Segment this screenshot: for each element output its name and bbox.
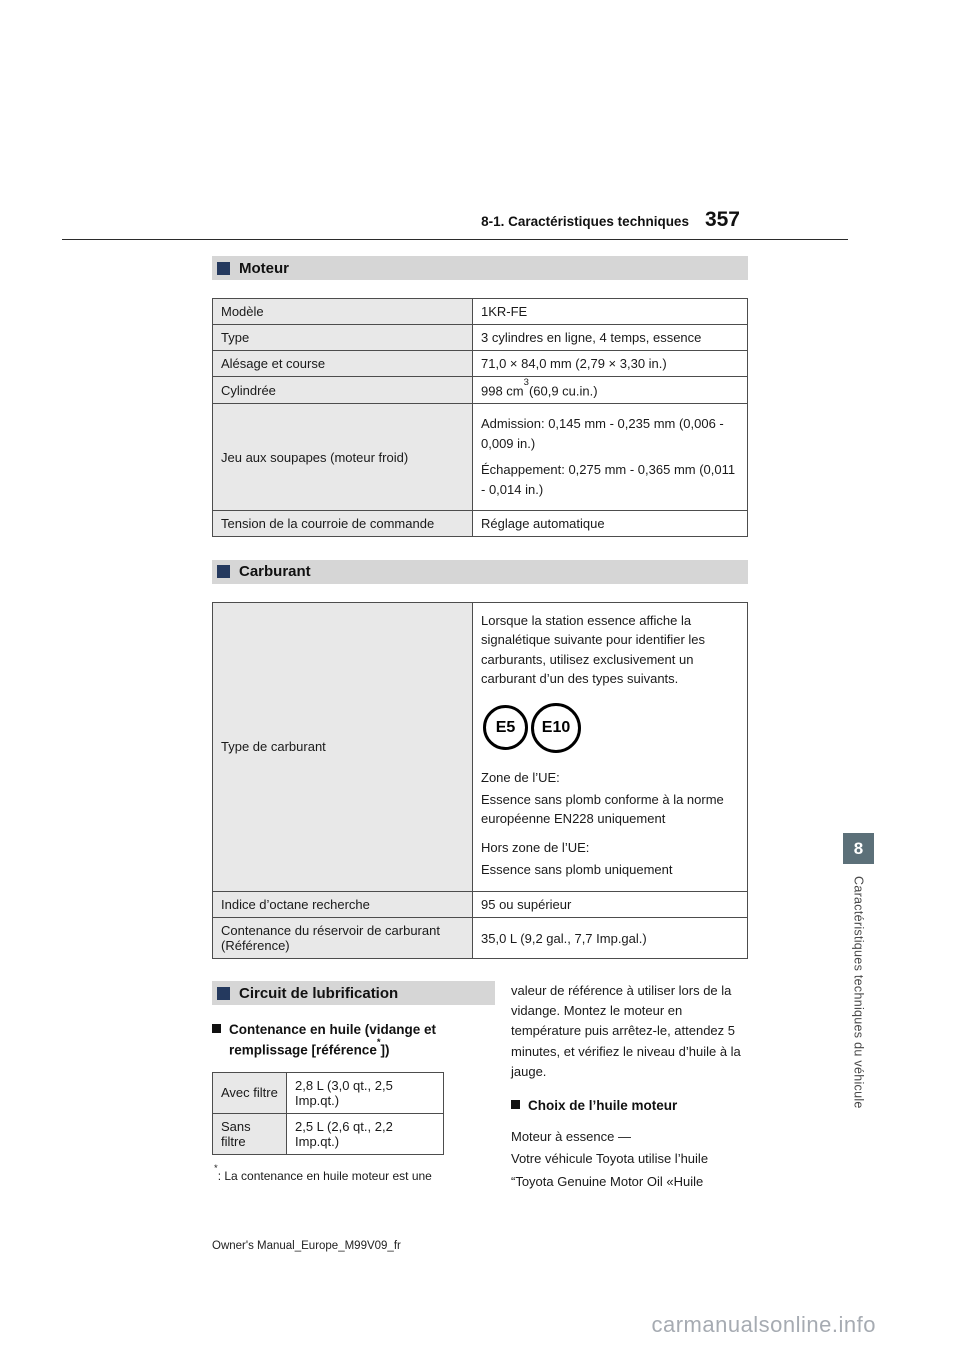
oil-capacity-subheading-text xyxy=(229,1020,495,1060)
section-title: Moteur xyxy=(239,259,289,277)
table-row xyxy=(213,510,748,536)
table-row xyxy=(213,892,748,918)
chapter-sidebar-label xyxy=(843,876,874,1148)
spec-value xyxy=(473,377,748,404)
square-bullet-icon xyxy=(212,1024,221,1033)
page-header xyxy=(62,208,848,240)
fuel-e5-badge-icon: E5 xyxy=(483,705,528,750)
fuel-badges xyxy=(483,703,737,753)
table-row xyxy=(213,1113,444,1154)
spec-value: 95 ou supérieur xyxy=(473,892,748,918)
section-heading-lubrification xyxy=(212,981,495,1005)
table-row xyxy=(213,299,748,325)
left-column xyxy=(212,981,495,1192)
content-column xyxy=(212,256,748,1192)
breadcrumb: 8-1. Caractéristiques techniques xyxy=(481,214,689,229)
spec-value: 1KR-FE xyxy=(473,299,748,325)
spec-value: 2,8 L (3,0 qt., 2,5 Imp.qt.) xyxy=(287,1072,444,1113)
spec-label: Sans filtre xyxy=(213,1113,287,1154)
square-bullet-icon xyxy=(511,1100,520,1109)
table-row xyxy=(213,351,748,377)
footnote-marker: * xyxy=(376,1036,381,1048)
subheading-base: Contenance en huile (vidange et remplissage [référence xyxy=(229,1022,437,1058)
footnote-marker: * xyxy=(214,1162,218,1174)
spec-value: Réglage automatique xyxy=(473,510,748,536)
spec-value: 3 cylindres en ligne, 4 temps, essence xyxy=(473,325,748,351)
engine-spec-table xyxy=(212,298,748,537)
fuel-intro-text: Lorsque la station essence affiche la signalétique suivante pour identifier les carburants, utilisez exclusivement un carburant d’un des types suivants. xyxy=(481,612,706,687)
chapter-tab: 8 xyxy=(843,833,874,864)
valve-clearance-exhaust: Échappement: 0,275 mm - 0,365 mm (0,011 - 0,014 in.) xyxy=(481,461,736,497)
eu-zone-text: Essence sans plomb conforme à la norme européenne EN228 uniquement xyxy=(481,791,724,827)
superscript: 3 xyxy=(523,377,529,388)
spec-label: Indice d’octane recherche xyxy=(213,892,473,918)
table-row xyxy=(213,377,748,404)
section-heading-carburant xyxy=(212,560,748,584)
page-number: 357 xyxy=(704,208,740,231)
footnote-continuation-text: valeur de référence à utiliser lors de la vidange. Montez le moteur en température puis arrêtez-le, attendez 5 minutes, et vérifiez le niveau d’huile à la jauge. xyxy=(511,983,741,1079)
outside-eu-label: Hors zone de l’UE: xyxy=(481,839,590,855)
valve-clearance-intake: Admission: 0,145 mm - 0,235 mm (0,006 - 0,009 in.) xyxy=(481,416,724,452)
spec-label: Type xyxy=(213,325,473,351)
eu-zone-label: Zone de l’UE: xyxy=(481,769,560,785)
spec-value: 2,5 L (2,6 qt., 2,2 Imp.qt.) xyxy=(287,1113,444,1154)
oil-capacity-subheading xyxy=(212,1020,495,1060)
spec-label: Jeu aux soupapes (moteur froid) xyxy=(213,404,473,511)
spec-value: 71,0 × 84,0 mm (2,79 × 3,30 in.) xyxy=(473,351,748,377)
spec-label: Alésage et course xyxy=(213,351,473,377)
spec-label: Contenance du réservoir de carburant (Référence) xyxy=(213,918,473,959)
oil-text-line: Moteur à essence — xyxy=(511,1129,631,1145)
table-row xyxy=(213,325,748,351)
table-row xyxy=(213,1072,444,1113)
footnote-text: : La contenance en huile moteur est une xyxy=(217,1168,432,1183)
spec-label: Modèle xyxy=(213,299,473,325)
section-heading-moteur xyxy=(212,256,748,280)
spec-label: Type de carburant xyxy=(213,602,473,891)
oil-choice-subheading xyxy=(511,1096,748,1116)
oil-capacity-table xyxy=(212,1072,444,1155)
chapter-sidebar-text: Caractéristiques techniques du véhicule xyxy=(851,876,866,1109)
subheading-rest: ]) xyxy=(380,1042,390,1058)
bottom-two-column-section xyxy=(212,981,748,1192)
section-marker-icon xyxy=(217,565,230,578)
oil-text-line: Votre véhicule Toyota utilise l’huile xyxy=(511,1151,709,1167)
section-marker-icon xyxy=(217,987,230,1000)
oil-choice-subheading-text: Choix de l’huile moteur xyxy=(528,1097,678,1113)
watermark: carmanualsonline.info xyxy=(651,1312,876,1337)
section-title: Carburant xyxy=(239,563,311,581)
spec-label: Tension de la courroie de commande xyxy=(213,510,473,536)
document-id: Owner's Manual_Europe_M99V09_fr xyxy=(212,1240,401,1252)
section-marker-icon xyxy=(217,262,230,275)
spec-value xyxy=(473,404,748,511)
spec-label: Cylindrée xyxy=(213,377,473,404)
footnote xyxy=(212,1162,495,1183)
table-row xyxy=(213,404,748,511)
right-column xyxy=(511,981,748,1192)
fuel-spec-table xyxy=(212,602,748,959)
outside-eu-text: Essence sans plomb uniquement xyxy=(481,861,673,877)
oil-text-line: “Toyota Genuine Motor Oil «Huile xyxy=(511,1173,704,1189)
spec-label: Avec filtre xyxy=(213,1072,287,1113)
table-row xyxy=(213,602,748,891)
fuel-e10-badge-icon: E10 xyxy=(531,703,581,753)
table-row xyxy=(213,918,748,959)
displacement-unit: (60,9 cu.in.) xyxy=(528,383,598,399)
section-title: Circuit de lubrification xyxy=(239,984,399,1002)
fuel-type-cell xyxy=(473,602,748,891)
spec-value: 35,0 L (9,2 gal., 7,7 Imp.gal.) xyxy=(473,918,748,959)
displacement-value: 998 cm xyxy=(481,383,524,399)
